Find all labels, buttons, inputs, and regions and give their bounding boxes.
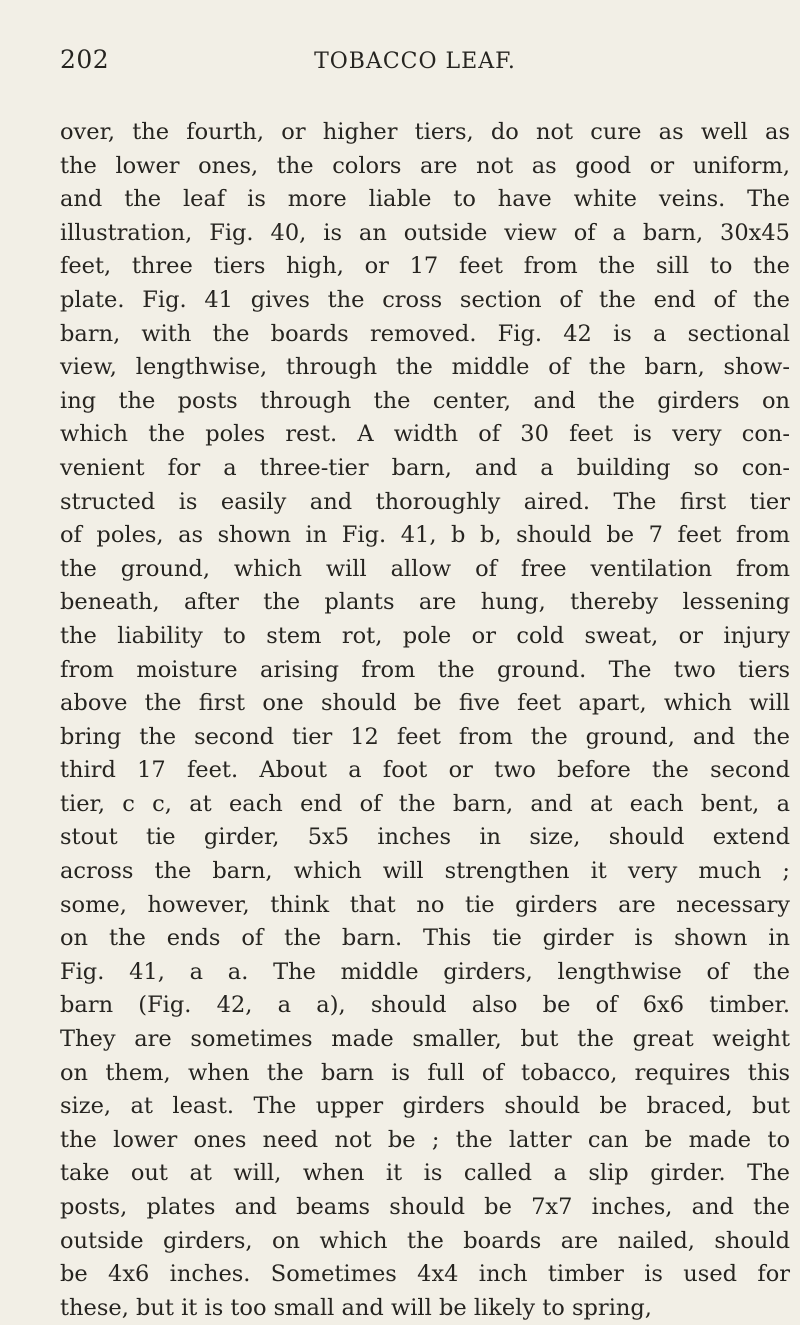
text-line: from moisture arising from the ground. The two tiers — [60, 656, 790, 683]
text-line: ing the posts through the center, and the girders on — [60, 387, 790, 414]
text-line: outside girders, on which the boards are nailed, should — [60, 1227, 790, 1254]
text-line: across the barn, which will strengthen it very much ; — [60, 858, 790, 885]
text-line: barn (Fig. 42, a a), should also be of 6x6 timber. — [60, 992, 790, 1019]
text-line: be 4x6 inches. Sometimes 4x4 inch timber is used for — [60, 1261, 790, 1288]
text-line: beneath, after the plants are hung, thereby lessening — [60, 589, 790, 616]
text-line: illustration, Fig. 40, is an outside view of a barn, 30x45 — [60, 219, 790, 246]
text-line: tier, c c, at each end of the barn, and at each bent, a — [60, 790, 790, 817]
text-line: these, but it is too small and will be likely to spring, — [60, 1294, 652, 1321]
body-text — [60, 116, 790, 1325]
text-line: on the ends of the barn. This tie girder is shown in — [60, 925, 790, 952]
text-line: third 17 feet. About a foot or two before the second — [60, 757, 790, 784]
text-line: size, at least. The upper girders should be braced, but — [60, 1093, 790, 1120]
text-line: Fig. 41, a a. The middle girders, lengthwise of the — [60, 958, 790, 985]
text-line: They are sometimes made smaller, but the great weight — [60, 1026, 790, 1053]
text-line: posts, plates and beams should be 7x7 inches, and the — [60, 1194, 790, 1220]
text-line: and the leaf is more liable to have white veins. The — [60, 186, 790, 213]
text-line: take out at will, when it is called a slip girder. The — [60, 1160, 790, 1187]
text-line: stout tie girder, 5x5 inches in size, should extend — [60, 824, 790, 851]
text-line: plate. Fig. 41 gives the cross section of the end of the — [60, 286, 790, 313]
text-line: the ground, which will allow of free ventilation from — [60, 555, 790, 582]
text-line: which the poles rest. A width of 30 feet is very con- — [60, 421, 790, 448]
text-line: above the first one should be five feet apart, which will — [60, 690, 790, 717]
text-line: the liability to stem rot, pole or cold sweat, or injury — [60, 622, 790, 649]
running-head: TOBACCO LEAF. — [314, 49, 516, 74]
text-line: of poles, as shown in Fig. 41, b b, should be 7 feet from — [60, 522, 790, 549]
text-line: bring the second tier 12 feet from the ground, and the — [60, 723, 790, 750]
text-line: barn, with the boards removed. Fig. 42 is a sectional — [60, 320, 790, 347]
text-line: the lower ones, the colors are not as good or uniform, — [60, 152, 790, 179]
text-line: over, the fourth, or higher tiers, do not cure as well as — [60, 119, 790, 145]
text-line: view, lengthwise, through the middle of the barn, show- — [60, 354, 790, 381]
page-number: 202 — [60, 45, 110, 74]
text-line: venient for a three-tier barn, and a building so con- — [60, 454, 790, 481]
text-line: some, however, think that no tie girders are necessary — [60, 891, 790, 918]
text-line: structed is easily and thoroughly aired. The first tier — [60, 488, 790, 515]
text-line: on them, when the barn is full of tobacco, requires this — [60, 1059, 790, 1086]
text-line: the lower ones need not be ; the latter can be made to — [60, 1126, 790, 1153]
text-line: feet, three tiers high, or 17 feet from the sill to the — [60, 253, 790, 280]
